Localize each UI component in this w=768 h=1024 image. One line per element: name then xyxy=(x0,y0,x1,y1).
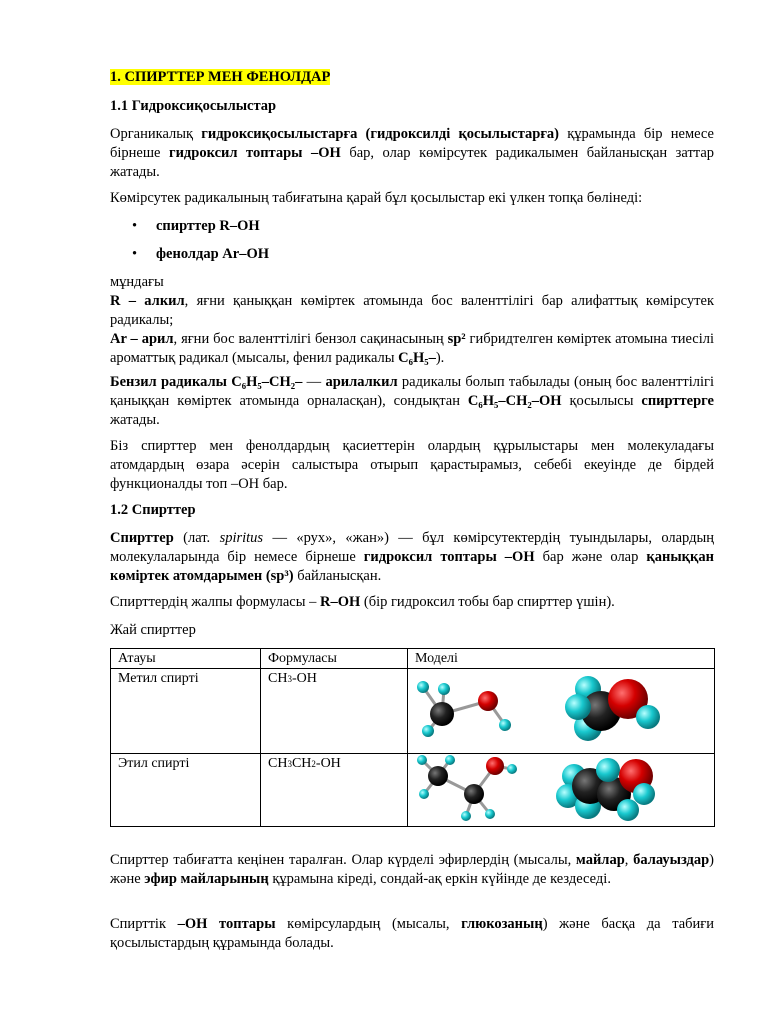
table-row-methanol xyxy=(111,669,715,754)
heading-1-2: 1.2 Спирттер xyxy=(110,502,196,518)
paragraph-nature: Спирттер табиғатта кеңінен таралған. Олар күрделі эфирлердің (мысалы, майлар, балауыздар) және эфир майларының құрамына кіреді, сондай-ақ еркін күйінде де кездеседі. xyxy=(110,852,715,887)
table-header-row xyxy=(111,649,715,669)
paragraph-where: мұндағы R – алкил, яғни қаныққан көміртек атомында бос валенттілігі бар алифаттық көмірсутек радикалы; Ar – арил, яғни бос валенттілігі бензол сақинасының sp² гибридтелген көміртек атомына тиесілі ароматтық радикал (мысалы, фенил радикалы C₆H₅–). xyxy=(110,274,714,366)
header-formula: Формуласы xyxy=(261,649,408,669)
header-model: Моделі xyxy=(408,649,715,669)
cell-model-methanol xyxy=(408,669,715,754)
table-row-ethanol xyxy=(111,754,715,827)
ethanol-model-image xyxy=(408,754,715,826)
paragraph-hydroxy-definition: Органикалық гидроксиқосылыстарға (гидроксилді қосылыстарға) құрамында бір немесе бірнеше гидроксил топтары –ОН бар, олар көмірсутек радикалымен байланысқан заттар жатады. xyxy=(110,126,715,180)
cell-formula: CH3CH2-OH xyxy=(261,754,408,827)
methanol-space-filling xyxy=(565,676,660,741)
bullet-dot: • xyxy=(132,218,138,234)
paragraph-benzyl: Бензил радикалы C₆H₅–CH₂– — арилалкил радикалы болып табылады (оның бос валенттілігі қаныққан көміртек атомында орналасқан), сондықтан C₆H₅–CH₂–OH қосылысы спирттерге жатады. xyxy=(110,374,714,428)
cell-formula: CH3-OH xyxy=(261,669,408,754)
paragraph-general-formula: Спирттердің жалпы формуласы – R–OH (бір гидроксил тобы бар спирттер үшін). xyxy=(110,594,615,610)
paragraph-comparison: Біз спирттер мен фенолдардың қасиеттерін олардың құрылыстары мен молекуладағы атомдардың өзара әсерін салыстыра отырып қарастырамыз, себебі екеуінде де бірдей функционалды топ –ОН бар. xyxy=(110,438,714,492)
heading-1: 1. СПИРТТЕР МЕН ФЕНОЛДАР xyxy=(110,69,331,85)
header-name: Атауы xyxy=(111,649,261,669)
bullet-dot: • xyxy=(132,246,138,262)
methanol-model-image xyxy=(408,669,715,753)
paragraph-classification: Көмірсутек радикалының табиғатына қарай бұл қосылыстар екі үлкен топқа бөлінеді: xyxy=(110,190,643,206)
heading-1-1: 1.1 Гидроксиқосылыстар xyxy=(110,98,277,114)
cell-name: Этил спирті xyxy=(111,754,261,827)
alcohols-table xyxy=(110,648,715,827)
cell-model-ethanol xyxy=(408,754,715,827)
ethanol-ball-and-stick xyxy=(417,755,517,821)
methanol-ball-and-stick xyxy=(417,681,511,737)
paragraph-alcohol-definition: Спирттер (лат. spiritus — «рух», «жан») — бұл көмірсутектердің туындылары, олардың молекулаларында бір немесе бірнеше гидроксил топтары –OH бар және олар қаныққан көміртек атомдарымен (sp³) байланысқан. xyxy=(110,530,714,584)
paragraph-simple-alcohols: Жай спирттер xyxy=(110,622,196,638)
cell-name: Метил спирті xyxy=(111,669,261,754)
paragraph-hydroxyl-groups: Спирттік –OH топтары көмірсулардың (мысалы, глюкозаның) және басқа да табиғи қосылыстардың құрамында болады. xyxy=(110,916,714,951)
ethanol-space-filling xyxy=(556,758,655,821)
